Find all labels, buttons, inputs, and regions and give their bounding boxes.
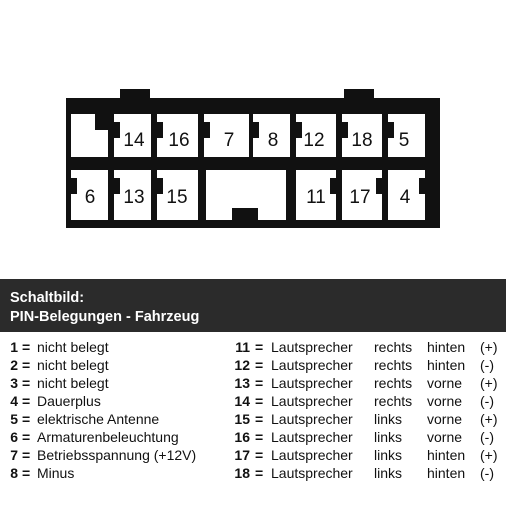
pin-position: vorne — [427, 393, 463, 409]
pin-equals: = — [255, 447, 264, 463]
pin-position: vorne — [427, 429, 463, 445]
pin-equals: = — [22, 375, 31, 391]
pin-side: links — [374, 429, 403, 445]
pin-number: 5 — [10, 411, 18, 427]
pin-legend-row — [228, 410, 504, 428]
pin-number: 8 — [10, 465, 18, 481]
header-bar — [0, 279, 506, 332]
pin-description: Lautsprecher — [271, 429, 353, 445]
pin-label-top-7: 5 — [398, 130, 410, 151]
pin-equals: = — [255, 375, 264, 391]
pin-label-bottom-1: 13 — [123, 187, 145, 208]
pin-description: Minus — [37, 465, 75, 481]
pin-equals: = — [22, 411, 31, 427]
pin-legend-row — [0, 374, 230, 392]
pin-number: 16 — [234, 429, 250, 445]
pin-description: nicht belegt — [37, 357, 109, 373]
header-subtitle: PIN-Belegungen - Fahrzeug — [10, 309, 200, 325]
pin-side: links — [374, 411, 403, 427]
pin-label-bottom-7: 4 — [399, 187, 411, 208]
pin-legend-row — [0, 392, 230, 410]
pin-position: hinten — [427, 465, 466, 481]
pin-number: 18 — [234, 465, 250, 481]
pin-equals: = — [255, 411, 264, 427]
connector-diagram — [0, 0, 506, 250]
pin-number: 6 — [10, 429, 18, 445]
pin-position: hinten — [427, 447, 466, 463]
pin-number: 3 — [10, 375, 18, 391]
pin-legend-row — [228, 428, 504, 446]
pin-side: rechts — [374, 375, 413, 391]
pin-side: rechts — [374, 339, 413, 355]
pin-description: Lautsprecher — [271, 465, 353, 481]
pin-label-top-5: 12 — [303, 130, 325, 151]
pin-position: hinten — [427, 339, 466, 355]
pin-label-top-2: 16 — [168, 130, 190, 151]
pin-equals: = — [255, 339, 264, 355]
pin-polarity: (+) — [480, 339, 498, 355]
pin-polarity: (+) — [480, 411, 498, 427]
pin-label-top-1: 14 — [123, 130, 145, 151]
pin-position: hinten — [427, 357, 466, 373]
pin-position: vorne — [427, 375, 463, 391]
pin-equals: = — [255, 393, 264, 409]
pin-description: Lautsprecher — [271, 339, 353, 355]
pin-equals: = — [255, 429, 264, 445]
pin-legend-row — [0, 446, 230, 464]
pin-number: 1 — [10, 339, 18, 355]
pin-legend-row — [228, 446, 504, 464]
pin-label-top-4: 8 — [267, 130, 279, 151]
header-title: Schaltbild: — [10, 290, 85, 306]
pin-description: Armaturenbeleuchtung — [37, 429, 179, 445]
pin-legend-row — [228, 374, 504, 392]
pin-equals: = — [22, 393, 31, 409]
pin-legend-row — [228, 356, 504, 374]
pin-label-top-3: 7 — [223, 130, 235, 151]
pin-label-bottom-0: 6 — [84, 187, 96, 208]
pin-description: Lautsprecher — [271, 447, 353, 463]
pin-side: rechts — [374, 393, 413, 409]
pin-equals: = — [255, 465, 264, 481]
pin-number: 2 — [10, 357, 18, 373]
pin-polarity: (-) — [480, 465, 494, 481]
pin-label-bottom-6: 17 — [349, 187, 371, 208]
pin-description: Betriebsspannung (+12V) — [37, 447, 197, 463]
pin-legend-row — [0, 464, 230, 482]
pin-number: 15 — [234, 411, 250, 427]
pin-description: Lautsprecher — [271, 357, 353, 373]
pin-label-bottom-5: 11 — [306, 187, 326, 208]
pin-legend-row — [228, 338, 504, 356]
pin-equals: = — [22, 429, 31, 445]
pin-description: elektrische Antenne — [37, 411, 160, 427]
pin-polarity: (+) — [480, 375, 498, 391]
pin-description: nicht belegt — [37, 375, 109, 391]
pin-side: links — [374, 447, 403, 463]
pin-legend — [0, 338, 506, 488]
pin-description: Lautsprecher — [271, 375, 353, 391]
pin-polarity: (+) — [480, 447, 498, 463]
pin-number: 17 — [234, 447, 250, 463]
pin-equals: = — [22, 465, 31, 481]
pin-side: links — [374, 465, 403, 481]
pin-equals: = — [22, 447, 31, 463]
pin-legend-row — [228, 392, 504, 410]
pin-legend-row — [0, 338, 230, 356]
pin-side: rechts — [374, 357, 413, 373]
pin-label-bottom-2: 15 — [166, 187, 188, 208]
pin-equals: = — [255, 357, 264, 373]
pin-number: 13 — [234, 375, 250, 391]
pin-description: Lautsprecher — [271, 411, 353, 427]
pin-number: 12 — [234, 357, 250, 373]
pin-legend-row — [228, 464, 504, 482]
pin-description: Lautsprecher — [271, 393, 353, 409]
pin-equals: = — [22, 357, 31, 373]
pin-label-top-6: 18 — [351, 130, 373, 151]
pin-description: nicht belegt — [37, 339, 109, 355]
pin-number: 7 — [10, 447, 18, 463]
pin-position: vorne — [427, 411, 463, 427]
pin-number: 4 — [10, 393, 18, 409]
pin-legend-row — [0, 356, 230, 374]
pin-legend-row — [0, 410, 230, 428]
pin-polarity: (-) — [480, 393, 494, 409]
pin-number: 11 — [235, 339, 250, 355]
pin-equals: = — [22, 339, 31, 355]
pin-polarity: (-) — [480, 357, 494, 373]
pin-description: Dauerplus — [37, 393, 101, 409]
pin-number: 14 — [234, 393, 250, 409]
pin-legend-row — [0, 428, 230, 446]
pin-polarity: (-) — [480, 429, 494, 445]
